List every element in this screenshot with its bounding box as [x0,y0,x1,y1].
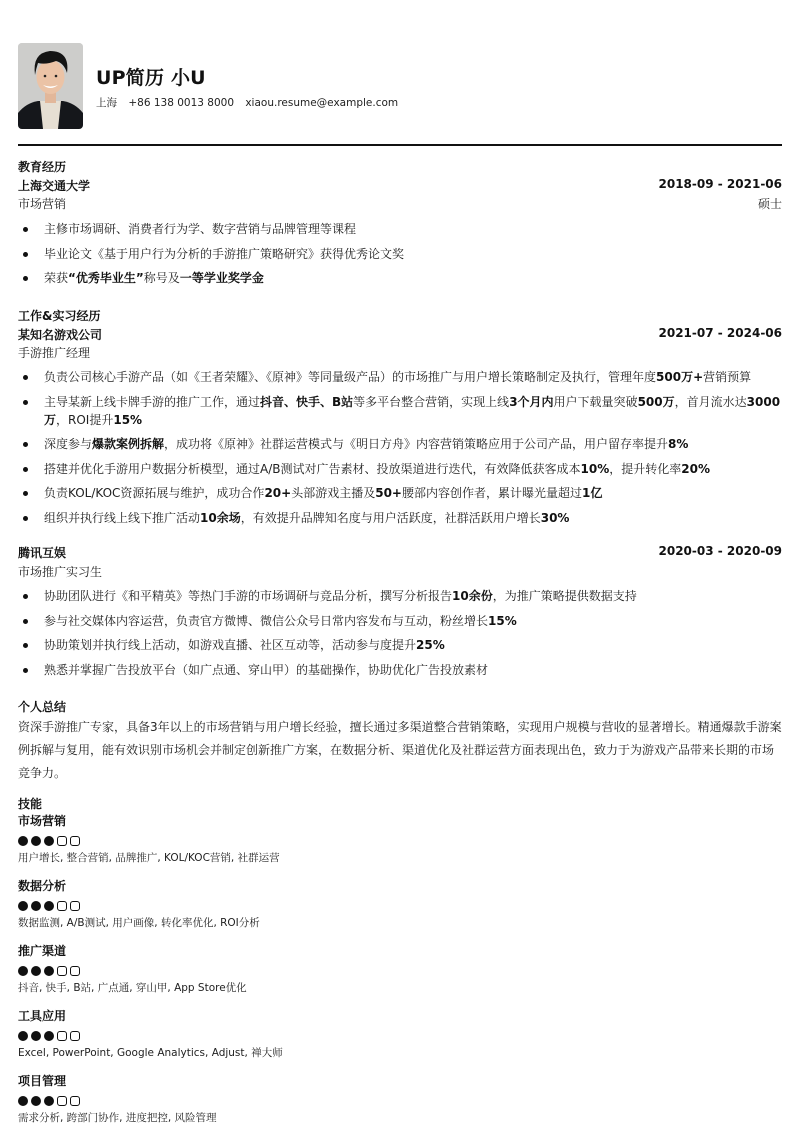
school-name: 上海交通大学 [18,179,91,193]
job-bullets [18,368,782,533]
skill-level-rating [18,897,418,915]
avatar-icon [18,43,83,129]
empty-dot-icon [57,836,67,846]
skill-item [18,1008,418,1061]
resume-header [18,43,782,129]
skill-level-rating [18,1092,418,1110]
email[interactable]: xiaou.resume@example.com [245,97,399,109]
skill-name: 数据分析 [18,879,67,893]
education-bullets [18,220,782,294]
skill-level-rating [18,1027,418,1045]
skill-keywords: 需求分析, 跨部门协作, 进度把控, 风险管理 [18,1112,217,1124]
empty-dot-icon [57,1031,67,1041]
filled-dot-icon [44,901,54,911]
empty-dot-icon [70,1031,80,1041]
bullet-item: 荣获“优秀毕业生”称号及一等学业奖学金 [18,269,782,287]
bullet-item: 负责公司核心手游产品（如《王者荣耀》、《原神》等同量级产品）的市场推广与用户增长策略制定及执行，管理年度500万+营销预算 [18,368,782,386]
job-role: 市场推广实习生 [18,565,103,579]
company-name: 腾讯互娱 [18,546,67,560]
profile-photo [18,43,83,129]
empty-dot-icon [70,836,80,846]
empty-dot-icon [57,1096,67,1106]
bullet-item: 协助团队进行《和平精英》等热门手游的市场调研与竞品分析，撰写分析报告10余份，为推广策略提供数据支持 [18,587,782,605]
filled-dot-icon [44,836,54,846]
job-date: 2020-03 - 2020-09 [658,544,782,558]
filled-dot-icon [18,966,28,976]
major: 市场营销 [18,197,67,211]
job-date: 2021-07 - 2024-06 [658,326,782,340]
filled-dot-icon [31,1096,41,1106]
filled-dot-icon [31,901,41,911]
filled-dot-icon [31,966,41,976]
education-date: 2018-09 - 2021-06 [658,177,782,191]
filled-dot-icon [44,1096,54,1106]
bullet-item: 毕业论文《基于用户行为分析的手游推广策略研究》获得优秀论文奖 [18,245,782,263]
skill-item [18,1073,418,1126]
section-title-skills: 技能 [18,797,43,811]
skill-name: 项目管理 [18,1074,67,1088]
summary-text: 资深手游推广专家，具备3年以上的市场营销与用户增长经验，擅长通过多渠道整合营销策略，实现用户规模与营收的显著增长。精通爆款手游案例拆解与复用，能有效识别市场机会并制定创新推广方案，在数据分析、渠道优化及社群运营方面表现出色，致力于为游戏产品带来长期的市场竞争力。 [18,720,782,780]
filled-dot-icon [31,836,41,846]
skill-item [18,943,418,996]
skill-keywords: 数据监测, A/B测试, 用户画像, 转化率优化, ROI分析 [18,917,260,929]
section-title-summary: 个人总结 [18,700,67,714]
skill-keywords: 用户增长, 整合营销, 品牌推广, KOL/KOC营销, 社群运营 [18,852,280,864]
bullet-item: 参与社交媒体内容运营，负责官方微博、微信公众号日常内容发布与互动，粉丝增长15% [18,612,782,630]
skill-item [18,813,418,866]
filled-dot-icon [18,901,28,911]
skill-name: 推广渠道 [18,944,67,958]
bullet-item: 熟悉并掌握广告投放平台（如广点通、穿山甲）的基础操作，协助优化广告投放素材 [18,661,782,679]
bullet-item: 主导某新上线卡牌手游的推广工作，通过抖音、快手、B站等多平台整合营销，实现上线3个月内用户下载量突破500万，首月流水达3000万，ROI提升15% [18,393,782,429]
filled-dot-icon [31,1031,41,1041]
empty-dot-icon [57,901,67,911]
company-name: 某知名游戏公司 [18,328,103,342]
filled-dot-icon [44,1031,54,1041]
job-bullets [18,587,782,685]
city: 上海 [96,97,117,109]
skill-name: 工具应用 [18,1009,67,1023]
bullet-item: 协助策划并执行线上活动，如游戏直播、社区互动等，活动参与度提升25% [18,636,782,654]
empty-dot-icon [70,901,80,911]
contact-info [96,95,406,110]
bullet-item: 深度参与爆款案例拆解，成功将《原神》社群运营模式与《明日方舟》内容营销策略应用于公司产品，用户留存率提升8% [18,435,782,453]
candidate-name: UP简历 小U [96,67,206,89]
filled-dot-icon [18,1031,28,1041]
empty-dot-icon [70,966,80,976]
bullet-item: 搭建并优化手游用户数据分析模型，通过A/B测试对广告素材、投放渠道进行迭代，有效降低获客成本10%，提升转化率20% [18,460,782,478]
degree: 硕士 [757,197,782,211]
section-title-work: 工作&实习经历 [18,309,101,323]
filled-dot-icon [44,966,54,976]
bullet-item: 组织并执行线上线下推广活动10余场，有效提升品牌知名度与用户活跃度，社群活跃用户增长30% [18,509,782,527]
skill-keywords: Excel, PowerPoint, Google Analytics, Adjust, 禅大师 [18,1047,283,1059]
header-divider [18,144,782,146]
skill-level-rating [18,962,418,980]
skill-name: 市场营销 [18,814,67,828]
empty-dot-icon [57,966,67,976]
empty-dot-icon [70,1096,80,1106]
filled-dot-icon [18,836,28,846]
bullet-item: 主修市场调研、消费者行为学、数字营销与品牌管理等课程 [18,220,782,238]
skill-level-rating [18,832,418,850]
job-role: 手游推广经理 [18,346,91,360]
section-title-education: 教育经历 [18,160,67,174]
phone: +86 138 0013 8000 [128,97,234,109]
skill-keywords: 抖音, 快手, B站, 广点通, 穿山甲, App Store优化 [18,982,247,994]
filled-dot-icon [18,1096,28,1106]
bullet-item: 负责KOL/KOC资源拓展与维护，成功合作20+头部游戏主播及50+腰部内容创作者，累计曝光量超过1亿 [18,484,782,502]
skill-item [18,878,418,931]
